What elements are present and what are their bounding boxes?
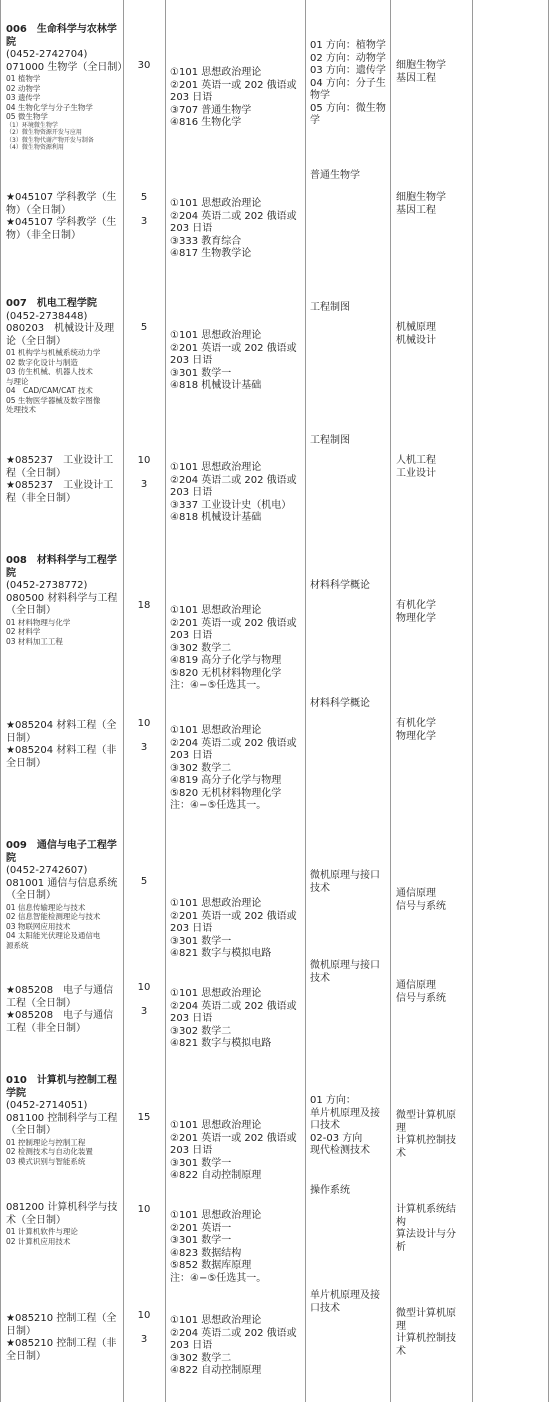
college-phone: (0452-2742704) (6, 49, 88, 60)
research-direction: 04 CAD/CAM/CAT 技术 (6, 386, 93, 395)
retest-line: 05 方向：微生物 (310, 102, 386, 114)
college-phone: (0452-2742607) (6, 865, 88, 876)
retest-line: 材料科学概论 (310, 698, 370, 709)
additional-line: 通信原理 (396, 888, 436, 899)
major-cell (6, 298, 120, 415)
retest-line: 材料科学概论 (310, 580, 370, 591)
additional-subjects (396, 192, 446, 217)
major-cell (6, 1313, 116, 1363)
retest-subjects (310, 1290, 380, 1315)
sub-direction: （2）微生物资源开发与应用 (6, 129, 82, 136)
exam-line: ①101 思想政治理论 (170, 1120, 262, 1131)
additional-line: 计算机控制技 (396, 1333, 456, 1344)
exam-subjects (170, 605, 297, 693)
additional-line: 微型计算机原 (396, 1110, 456, 1121)
sub-direction: （4）微生物资源利用 (6, 144, 64, 151)
research-direction: 04 太阳能光伏理论及通信电 (6, 931, 101, 940)
additional-subjects (396, 1110, 456, 1160)
enrollment-count (124, 1204, 164, 1216)
retest-subjects (310, 580, 370, 593)
retest-line: 现代检测技术 (310, 1145, 370, 1156)
exam-subjects (170, 198, 297, 261)
exam-line: 注：④−⑤任选其一。 (170, 680, 267, 691)
exam-line: ③302 数学二 (170, 1352, 232, 1364)
major-line: （全日制） (6, 1125, 56, 1136)
retest-line: 工程制图 (310, 435, 350, 446)
exam-line: ③707 普通生物学 (170, 104, 252, 116)
additional-line: 术 (396, 1147, 406, 1159)
exam-subjects (170, 1315, 297, 1378)
exam-line: ④816 生物化学 (170, 117, 242, 128)
major-line: ★085237 工业设计工 (6, 455, 114, 466)
retest-subjects (310, 1095, 380, 1158)
additional-line: 算法设计与分 (396, 1229, 456, 1240)
additional-subjects (396, 888, 446, 913)
exam-line: ④818 机械设计基础 (170, 380, 262, 391)
additional-subjects (396, 322, 436, 347)
major-cell (6, 840, 120, 950)
research-direction: 05 生物医学器械及数字图像 (6, 395, 101, 405)
exam-subjects (170, 988, 297, 1051)
additional-subjects (396, 1308, 456, 1358)
major-line: ★085208 电子与通信 (6, 985, 114, 996)
retest-subjects (310, 960, 380, 985)
additional-line: 信号与系统 (396, 992, 446, 1004)
research-direction: 01 信息传输理论与技术 (6, 902, 86, 912)
additional-line: 人机工程 (396, 455, 436, 466)
research-direction: 01 材料物理与化学 (6, 617, 71, 627)
enrollment-count (124, 1310, 164, 1346)
exam-line: ②201 英语一 (170, 1222, 232, 1234)
retest-line: 01 方向： (310, 1095, 356, 1106)
major-line: 080203 机械设计及理 (6, 323, 115, 334)
major-line: 程（非全日制） (6, 492, 76, 504)
research-direction: 02 动物学 (6, 83, 41, 93)
exam-subjects (170, 1120, 297, 1183)
additional-line: 析 (396, 1241, 406, 1253)
retest-subjects (310, 435, 350, 448)
college-phone: (0452-2738448) (6, 310, 88, 322)
major-line: 论（全日制） (6, 335, 66, 347)
exam-line: 203 日语 (170, 750, 213, 761)
retest-line: 技术 (310, 882, 330, 894)
research-direction: 01 植物学 (6, 74, 41, 83)
major-line: 080500 材料科学与工程 (6, 592, 118, 604)
exam-line: ③301 数学一 (170, 1157, 232, 1169)
major-line: 工程（全日制） (6, 997, 76, 1009)
research-direction: 01 计算机软件与理论 (6, 1227, 78, 1236)
additional-subjects (396, 60, 446, 85)
research-direction: 01 控制理论与控制工程 (6, 1137, 86, 1147)
exam-line: ③301 数学一 (170, 935, 232, 947)
exam-line: ⑤820 无机材料物理化学 (170, 667, 282, 679)
exam-line: 注：④−⑤任选其一。 (170, 800, 267, 811)
retest-line: 技术 (310, 972, 330, 984)
retest-line: 微机原理与接口 (310, 960, 380, 971)
exam-line: ②204 英语二或 202 俄语或 (170, 1000, 297, 1012)
retest-line: 工程制图 (310, 302, 350, 313)
exam-subjects (170, 1210, 266, 1285)
exam-line: ①101 思想政治理论 (170, 67, 262, 78)
retest-subjects (310, 170, 360, 183)
additional-line: 通信原理 (396, 980, 436, 991)
research-direction: 处理技术 (6, 405, 36, 414)
additional-line: 细胞生物学 (396, 60, 446, 71)
exam-line: ②201 英语一或 202 俄语或 (170, 1132, 297, 1144)
additional-subjects (396, 718, 436, 743)
count-value (124, 1322, 164, 1334)
count-value: 10 (137, 718, 151, 729)
major-cell (6, 24, 127, 152)
count-value: 10 (137, 1204, 151, 1215)
major-line: ★085208 电子与通信 (6, 1010, 114, 1021)
major-line: ★045107 学科教学（生 (6, 217, 117, 228)
retest-line: 口技术 (310, 1120, 340, 1131)
exam-line: 203 日语 (170, 1013, 213, 1024)
additional-line: 微型计算机原 (396, 1308, 456, 1319)
major-line: 081001 通信与信息系统 (6, 877, 118, 889)
major-line: 081100 控制科学与工程 (6, 1112, 118, 1124)
exam-line: ④818 机械设计基础 (170, 512, 262, 523)
count-value: 10 (137, 1310, 151, 1321)
exam-subjects (170, 898, 297, 961)
exam-line: ③302 数学二 (170, 1025, 232, 1037)
research-direction: 02 数字化设计与制造 (6, 357, 78, 367)
exam-line: ①101 思想政治理论 (170, 988, 262, 999)
exam-subjects (170, 330, 297, 393)
major-line: 081200 计算机科学与技 (6, 1202, 118, 1213)
exam-line: ④822 自动控制原理 (170, 1170, 262, 1181)
college-name: 007 机电工程学院 (6, 298, 97, 309)
major-line: 日制） (6, 1325, 36, 1337)
sub-direction: （3）微生物代谢产物开发与制备 (6, 136, 94, 144)
retest-line: 单片机原理及接 (310, 1107, 380, 1119)
additional-line: 工业设计 (396, 467, 436, 479)
major-line: 071000 生物学（全日制） (6, 61, 128, 73)
major-cell (6, 555, 120, 646)
additional-line: 机械原理 (396, 322, 436, 333)
exam-line: ①101 思想政治理论 (170, 330, 262, 341)
exam-line: 203 日语 (170, 1340, 213, 1351)
count-value (124, 204, 164, 216)
count-value: 3 (140, 1006, 148, 1017)
research-direction: 03 物联网应用技术 (6, 921, 71, 931)
additional-line: 有机化学 (396, 718, 436, 729)
count-value: 5 (140, 192, 148, 203)
major-line: 工程（非全日制） (6, 1022, 86, 1034)
major-line: 物）（全日制） (6, 204, 71, 216)
research-direction: 02 材料学 (6, 627, 41, 636)
exam-line: ②204 英语二或 202 俄语或 (170, 737, 297, 749)
major-line: ★085204 材料工程（非 (6, 745, 117, 756)
exam-line: ①101 思想政治理论 (170, 605, 262, 616)
exam-line: 203 日语 (170, 1145, 213, 1156)
retest-line: 单片机原理及接 (310, 1290, 380, 1301)
count-value (124, 994, 164, 1006)
count-value: 10 (137, 982, 151, 993)
retest-line: 01 方向：植物学 (310, 40, 386, 51)
retest-subjects (310, 698, 370, 711)
retest-line: 04 方向：分子生 (310, 77, 386, 89)
exam-line: ②204 英语二或 202 俄语或 (170, 474, 297, 486)
exam-line: ④821 数字与模拟电路 (170, 948, 272, 959)
exam-line: 203 日语 (170, 487, 213, 498)
major-line: 物）（非全日制） (6, 229, 81, 241)
additional-line: 信号与系统 (396, 900, 446, 912)
college-name: 010 计算机与控制工程学院 (6, 1075, 117, 1099)
exam-line: ④819 高分子化学与物理 (170, 775, 282, 786)
major-cell (6, 1075, 120, 1166)
additional-line: 物理化学 (396, 612, 436, 624)
exam-line: ①101 思想政治理论 (170, 725, 262, 736)
exam-line: ⑤852 数据库原理 (170, 1260, 252, 1271)
count-value: 10 (137, 455, 151, 466)
research-direction: 03 材料加工工程 (6, 636, 63, 646)
retest-subjects (310, 302, 350, 315)
college-name: 009 通信与电子工程学院 (6, 840, 117, 864)
major-line: 全日制） (6, 1350, 46, 1362)
exam-line: ①101 思想政治理论 (170, 898, 262, 909)
additional-line: 机械设计 (396, 334, 436, 346)
retest-line: 02 方向：动物学 (310, 52, 386, 64)
exam-line: 203 日语 (170, 355, 213, 366)
research-direction: 02 检测技术与自动化装置 (6, 1147, 93, 1156)
research-direction: 与理论 (6, 376, 29, 386)
exam-line: ③337 工业设计史（机电） (170, 499, 292, 511)
major-line: ★045107 学科教学（生 (6, 192, 117, 203)
count-value: 3 (140, 1334, 148, 1345)
enrollment-count (124, 600, 164, 612)
exam-line: ①101 思想政治理论 (170, 1210, 262, 1221)
major-cell (6, 455, 113, 505)
major-line: ★085204 材料工程（全 (6, 720, 117, 731)
major-cell (6, 720, 116, 770)
additional-line: 基因工程 (396, 204, 436, 216)
exam-line: ④821 数字与模拟电路 (170, 1038, 272, 1049)
enrollment-count (124, 982, 164, 1018)
college-name: 008 材料科学与工程学院 (6, 555, 117, 579)
exam-line: ③301 数学一 (170, 1235, 232, 1246)
college-phone: (0452-2738772) (6, 580, 88, 591)
exam-line: 203 日语 (170, 223, 213, 234)
enrollment-count (124, 322, 164, 334)
research-direction: 02 信息智能检测理论与技术 (6, 912, 101, 921)
exam-line: ②201 英语一或 202 俄语或 (170, 79, 297, 91)
enrollment-count (124, 718, 164, 754)
exam-line: ③302 数学二 (170, 642, 232, 654)
research-direction: 05 微生物学 (6, 112, 48, 121)
major-line: ★085210 控制工程（全 (6, 1313, 117, 1324)
additional-line: 理 (396, 1320, 406, 1332)
research-direction: 03 模式识别与智能系统 (6, 1156, 86, 1166)
exam-line: 203 日语 (170, 92, 213, 103)
enrollment-count (124, 60, 164, 72)
retest-line: 口技术 (310, 1302, 340, 1314)
research-direction: 源系统 (6, 940, 29, 950)
research-direction: 03 遗传学 (6, 93, 41, 102)
additional-line: 细胞生物学 (396, 192, 446, 203)
additional-subjects (396, 1204, 456, 1254)
additional-line: 计算机控制技 (396, 1135, 456, 1146)
count-value: 3 (140, 479, 148, 490)
exam-line: ④817 生物教学论 (170, 248, 252, 259)
additional-line: 术 (396, 1345, 406, 1357)
retest-line: 物学 (310, 90, 330, 101)
exam-line: ③301 数学一 (170, 367, 232, 379)
exam-line: ⑤820 无机材料物理化学 (170, 787, 282, 799)
research-direction: 03 仿生机械、机器人技术 (6, 367, 93, 376)
retest-line: 微机原理与接口 (310, 870, 380, 881)
major-cell (6, 1202, 117, 1246)
exam-subjects (170, 67, 297, 130)
exam-subjects (170, 462, 297, 525)
retest-line: 02-03 方向 (310, 1132, 363, 1144)
research-direction: 01 机构学与机械系统动力学 (6, 348, 101, 357)
exam-subjects (170, 725, 297, 813)
count-value: 3 (140, 216, 148, 227)
retest-line: 操作系统 (310, 1185, 350, 1196)
major-line: 全日制） (6, 757, 46, 769)
major-line: 程（全日制） (6, 467, 66, 479)
major-line: （全日制） (6, 605, 56, 616)
enrollment-count (124, 1112, 164, 1124)
exam-line: ①101 思想政治理论 (170, 1315, 262, 1326)
major-line: 日制） (6, 732, 36, 744)
enrollment-count (124, 192, 164, 228)
major-cell (6, 985, 113, 1035)
major-cell (6, 192, 116, 242)
research-direction: 02 计算机应用技术 (6, 1236, 71, 1246)
exam-line: ②204 英语二或 202 俄语或 (170, 210, 297, 222)
major-line: 术（全日制） (6, 1214, 66, 1226)
exam-line: 注：④−⑤任选其一。 (170, 1272, 267, 1284)
enrollment-count (124, 876, 164, 888)
count-value (124, 730, 164, 742)
retest-line: 03 方向：遗传学 (310, 65, 386, 76)
retest-line: 学 (310, 115, 320, 126)
exam-line: ④819 高分子化学与物理 (170, 655, 282, 666)
count-value: 5 (140, 876, 148, 887)
exam-line: ①101 思想政治理论 (170, 198, 262, 209)
additional-subjects (396, 455, 436, 480)
college-name: 006 生命科学与农林学院 (6, 24, 117, 48)
major-line: （全日制） (6, 890, 56, 901)
exam-line: ②201 英语一或 202 俄语或 (170, 342, 297, 354)
retest-line: 普通生物学 (310, 170, 360, 181)
count-value: 18 (137, 600, 151, 611)
additional-line: 构 (396, 1216, 406, 1228)
additional-line: 理 (396, 1122, 406, 1134)
exam-line: ②201 英语一或 202 俄语或 (170, 910, 297, 922)
additional-line: 物理化学 (396, 730, 436, 742)
major-line: ★085237 工业设计工 (6, 480, 114, 491)
count-value: 5 (140, 322, 148, 333)
exam-line: ②204 英语二或 202 俄语或 (170, 1327, 297, 1339)
additional-line: 有机化学 (396, 600, 436, 611)
count-value: 30 (137, 60, 151, 71)
exam-line: ④822 自动控制原理 (170, 1365, 262, 1376)
additional-subjects (396, 600, 436, 625)
exam-line: ②201 英语一或 202 俄语或 (170, 617, 297, 629)
college-phone: (0452-2714051) (6, 1100, 88, 1111)
exam-line: ③333 教育综合 (170, 235, 242, 247)
exam-line: ①101 思想政治理论 (170, 462, 262, 473)
exam-line: 203 日语 (170, 630, 213, 641)
additional-subjects (396, 980, 446, 1005)
exam-line: 203 日语 (170, 923, 213, 934)
exam-line: ④823 数据结构 (170, 1247, 242, 1259)
enrollment-count (124, 455, 164, 491)
count-value: 15 (137, 1112, 151, 1123)
sub-direction: （1）环境微生物学 (6, 121, 58, 129)
retest-subjects (310, 870, 380, 895)
additional-line: 基因工程 (396, 72, 436, 84)
additional-line: 计算机系统结 (396, 1204, 456, 1215)
retest-subjects (310, 1185, 350, 1198)
research-direction: 04 生物化学与分子生物学 (6, 102, 93, 112)
retest-subjects (310, 40, 386, 128)
count-value: 3 (140, 742, 148, 753)
count-value (124, 467, 164, 479)
major-line: ★085210 控制工程（非 (6, 1338, 117, 1349)
exam-line: ③302 数学二 (170, 762, 232, 774)
